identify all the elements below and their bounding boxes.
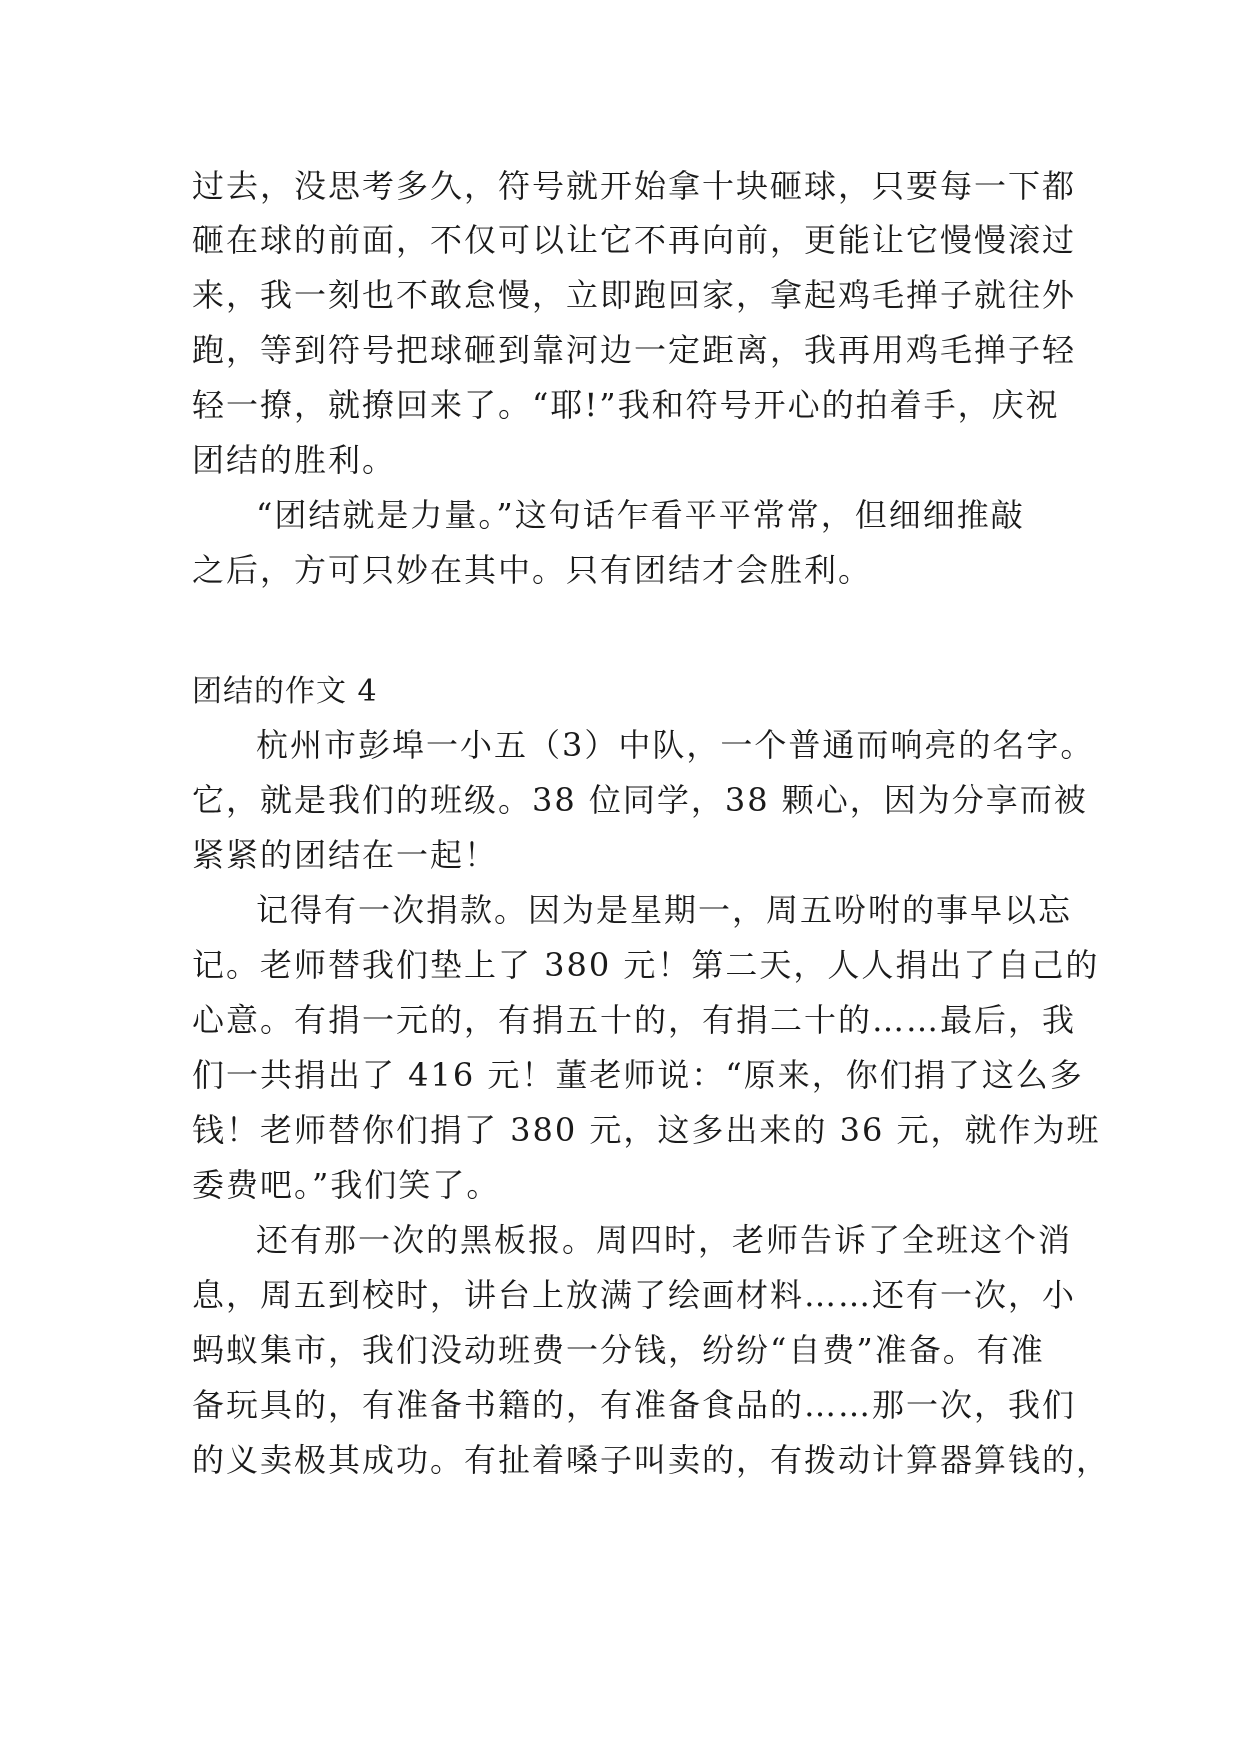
text-line: 蚂蚁集市，我们没动班费一分钱，纷纷“自费”准备。有准 bbox=[192, 1331, 1045, 1369]
text-line: 团结的胜利。 bbox=[192, 441, 397, 479]
text-line: 杭州市彭埠一小五（3）中队，一个普通而响亮的名字。 bbox=[256, 726, 1095, 764]
text-line: 心意。有捐一元的，有捐五十的，有捐二十的……最后，我 bbox=[192, 1001, 1077, 1039]
text-line: 过去，没思考多久，符号就开始拿十块砸球，只要每一下都 bbox=[192, 167, 1077, 205]
text-line: 来，我一刻也不敢怠慢，立即跑回家，拿起鸡毛掸子就往外 bbox=[192, 276, 1077, 314]
text-line: 还有那一次的黑板报。周四时，老师告诉了全班这个消 bbox=[256, 1221, 1073, 1259]
section-title: 团结的作文 4 bbox=[192, 674, 378, 709]
text-line: 紧紧的团结在一起！ bbox=[192, 836, 499, 874]
text-line: 轻一撩，就撩回来了。“耶!”我和符号开心的拍着手，庆祝 bbox=[192, 386, 1060, 424]
text-line: 砸在球的前面，不仅可以让它不再向前，更能让它慢慢滚过 bbox=[192, 221, 1077, 259]
text-line: 钱！老师替你们捐了 380 元，这多出来的 36 元，就作为班 bbox=[192, 1111, 1101, 1149]
text-line: “团结就是力量。”这句话乍看平平常常，但细细推敲 bbox=[256, 496, 1025, 534]
text-line: 之后，方可只妙在其中。只有团结才会胜利。 bbox=[192, 551, 873, 589]
text-line: 备玩具的，有准备书籍的，有准备食品的……那一次，我们 bbox=[192, 1386, 1077, 1424]
text-line: 委费吧。”我们笑了。 bbox=[192, 1166, 501, 1204]
text-line: 记。老师替我们垫上了 380 元！第二天，人人捐出了自己的 bbox=[192, 946, 1100, 984]
text-line: 们一共捐出了 416 元！董老师说：“原来，你们捐了这么多 bbox=[192, 1056, 1084, 1094]
text-line: 的义卖极其成功。有扯着嗓子叫卖的，有拨动计算器算钱的， bbox=[192, 1441, 1111, 1479]
text-line: 记得有一次捐款。因为是星期一，周五吩咐的事早以忘 bbox=[256, 891, 1073, 929]
text-line: 它，就是我们的班级。38 位同学，38 颗心，因为分享而被 bbox=[192, 781, 1088, 819]
text-line: 息，周五到校时，讲台上放满了绘画材料……还有一次，小 bbox=[192, 1276, 1077, 1314]
text-line: 跑，等到符号把球砸到靠河边一定距离，我再用鸡毛掸子轻 bbox=[192, 331, 1077, 369]
